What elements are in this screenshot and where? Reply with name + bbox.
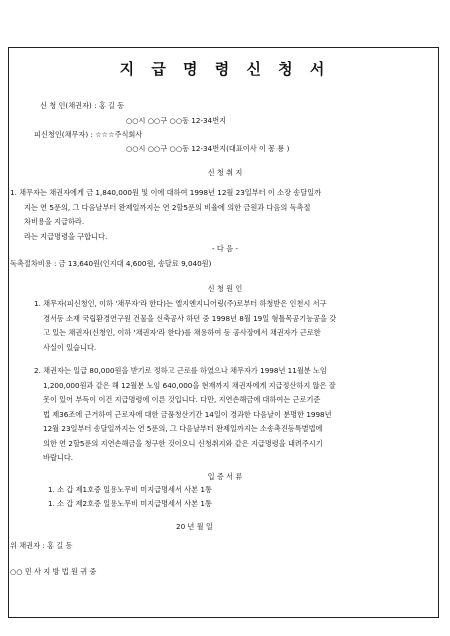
reason-line: 1. 채무자(피신청인, 이하 '채무자'라 한다)는 엘지엔지니어링(주)로부터 하청받은 인천시 서구 — [34, 299, 327, 308]
purpose-paragraph — [10, 186, 321, 244]
reason-heading: 신 청 원 인 — [207, 284, 243, 293]
purpose-line: 지는 연 5푼의, 그 다음날부터 완제일까지는 연 2할5푼의 비율에 의한 금원과 다음의 독촉절 — [24, 202, 311, 212]
reason-line: 못이 있어 부득이 이건 지급명령에 이른 것입니다. 다만, 지연손해금에 대하여는 근로기준 — [43, 395, 321, 404]
signer: 위 채권자 : 홍 길 동 — [10, 541, 73, 550]
reason-paragraph-1 — [34, 297, 336, 355]
evidence-item: 1. 소 갑 제2호증 일용노무비 미지급명세서 사본 1통 — [48, 499, 212, 508]
date-line: 20 년 월 일 — [176, 522, 213, 531]
respondent-label: 피신청인(채무자) : ☆☆☆주식회사 — [34, 130, 143, 139]
reason-line: 법 제36조에 근거하여 근로자에 대한 금품청산기간 14일이 경과한 다음날이 분명한 1998년 — [43, 409, 332, 419]
purpose-heading: 신 청 취 지 — [207, 168, 243, 177]
reason-line: 고 있는 채권자(신청인, 이하 '채권자'라 한다)를 채용하여 동 공사장에서 채권자가 근로한 — [43, 328, 321, 337]
reason-line: 경서동 소재 국립환경연구원 건물을 신축공사 하던 중 1998년 8월 19일 형틀목공기능공을 갖 — [43, 313, 337, 323]
reason-line: 12월 23일부터 송달일까지는 연 5푼의, 그 다음날부터 완제일까지는 소송촉진등특별법에 — [43, 424, 323, 433]
reason-line: 사실이 있습니다. — [43, 342, 97, 352]
purpose-line: 차비용을 지급하라. — [24, 217, 85, 226]
applicant-label: 신 청 인(채권자) : 홍 길 동 — [40, 101, 125, 110]
respondent-address: ○○시 ○○구 ○○동 12-34번지(대표이사 이 몽 룡 ) — [126, 144, 290, 153]
court-addressee: ○○ 민 사 지 방 법 원 귀 중 — [10, 567, 97, 576]
reason-line: 2. 채권자는 일급 80,000원을 받기로 정하고 근로를 하였으나 채무자가 1998년 11월분 노임 — [34, 366, 327, 375]
reason-line: 1,200,000원과 같은 해 12월분 노임 640,000을 현재까지 채권자에게 지급정산하지 않은 잘 — [43, 380, 336, 390]
reason-line: 의한 연 2할5푼의 지연손해금을 청구한 것이오니 신청취지와 같은 지급명령을 내려주시기 — [43, 438, 323, 448]
page-title: 지 급 명 령 신 청 서 — [119, 60, 331, 78]
procedure-cost: 독촉절차비용 : 금 13,640원(인지대 4,600원, 송달료 9,040원) — [10, 259, 212, 268]
applicant-address: ○○시 ○○구 ○○동 12-34번지 — [126, 116, 227, 125]
purpose-sub-heading: - 다 음 - — [212, 244, 238, 253]
reason-paragraph-2 — [34, 364, 336, 466]
evidence-heading: 입 증 서 류 — [207, 472, 243, 481]
evidence-item: 1. 소 갑 제1호증 일용노무비 미지급명세서 사본 1통 — [48, 485, 212, 494]
purpose-line: 라는 지급명령을 구합니다. — [24, 231, 108, 241]
reason-line: 바랍니다. — [43, 453, 74, 462]
purpose-line: 1. 채무자는 채권자에게 금 1,840,000원 및 이에 대하여 1998년 12월 23일부터 이 소장 송달일까 — [10, 188, 322, 197]
